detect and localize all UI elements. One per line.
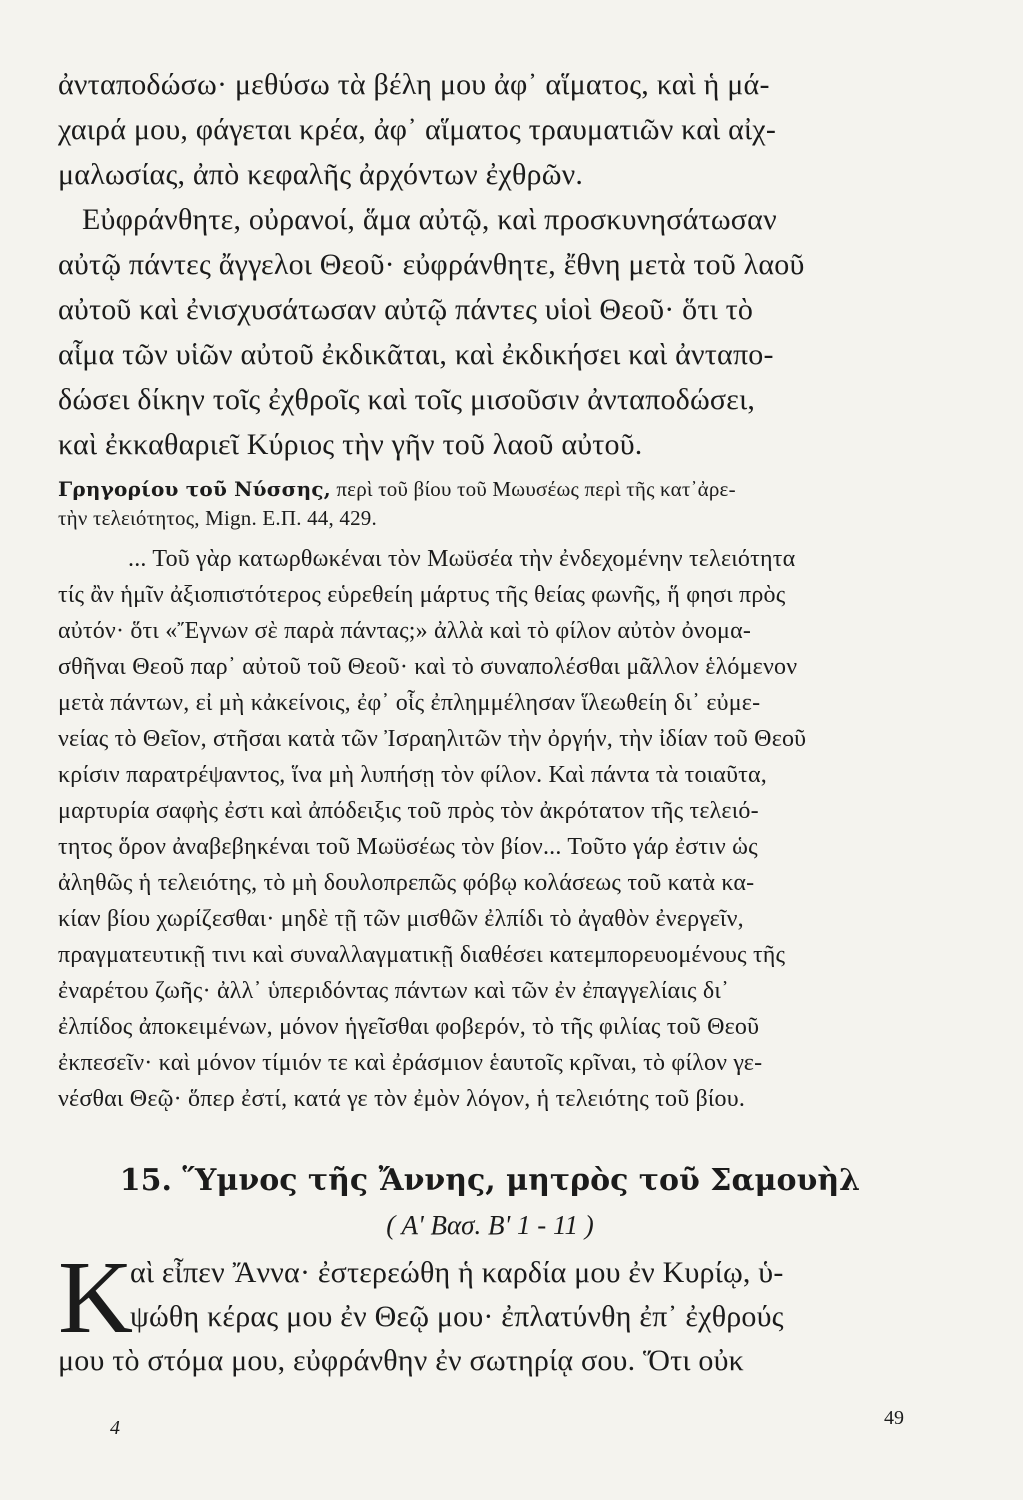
page-number: 49 [884,1407,904,1429]
verse-line: Εὐφράνθητε, οὐρανοί, ἅμα αὐτῷ, καὶ προσκυνησάτωσαν [82,203,777,236]
quote-line: νέσθαι Θεῷ· ὅπερ ἐστί, κατά γε τὸν ἐμὸν λόγον, ἡ τελειότης τοῦ βίου. [58,1086,746,1112]
quote-line: ἐλπίδος ἀποκειμένων, μόνον ἡγεῖσθαι φοβερόν, τὸ τῆς φιλίας τοῦ Θεοῦ [58,1014,760,1040]
quote-line: πραγματευτικῇ τινι καὶ συναλλαγματικῇ διαθέσει κατεμπορευομένους τῆς [58,942,786,968]
verse-line: δώσει δίκην τοῖς ἐχθροῖς καὶ τοῖς μισοῦσιν ἀνταποδώσει, [58,383,756,416]
citation-author: Γρηγορίου τοῦ Νύσσης, [58,477,331,501]
verse-line: αἷμα τῶν υἱῶν αὐτοῦ ἐκδικᾶται, καὶ ἐκδικήσει καὶ ἀνταπο- [58,338,774,371]
quote-line: ... Τοῦ γὰρ κατωρθωκέναι τὸν Μωϋσέα τὴν ἐνδεχομένην τελειότητα [128,546,796,572]
hymn-opening [58,1240,904,1383]
quote-line: κρίσιν παρατρέψαντος, ἵνα μὴ λυπήσῃ τὸν φίλον. Καὶ πάντα τὰ τοιαῦτα, [58,762,767,788]
quote-line: ἐναρέτου ζωῆς· ἀλλ᾿ ὑπεριδόντας πάντων καὶ τῶν ἐν ἐπαγγελίαις δι᾿ [58,978,730,1004]
verse-line: αὐτῷ πάντες ἄγγελοι Θεοῦ· εὐφράνθητε, ἔθνη μετὰ τοῦ λαοῦ [58,248,805,281]
verse-line: καὶ ἐκκαθαριεῖ Κύριος τὴν γῆν τοῦ λαοῦ αὐτοῦ. [58,428,643,461]
quote-line: αὐτόν· ὅτι «Ἔγνων σὲ παρὰ πάντας;» ἀλλὰ καὶ τὸ φίλον αὐτὸν ὀνομα- [58,618,752,644]
verse-line: αὐτοῦ καὶ ἐνισχυσάτωσαν αὐτῷ πάντες υἱοὶ Θεοῦ· ὅτι τὸ [58,293,754,326]
quote-line: νείας τὸ Θεῖον, στῆσαι κατὰ τῶν Ἰσραηλιτῶν τὴν ὀργήν, τὴν ἰδίαν τοῦ Θεοῦ [58,726,807,752]
quote-line: μαρτυρία σαφὴς ἐστι καὶ ἀπόδειξις τοῦ πρὸς τὸν ἀκρότατον τῆς τελειό- [58,798,759,824]
scripture-reference: ( Α' Βασ. Β' 1 - 11 ) [386,1210,594,1240]
quote-line: μετὰ πάντων, εἰ μὴ κἀκείνοις, ἐφ᾿ οἷς ἐπλημμέλησαν ἵλεωθείη δι᾿ εὐμε- [58,690,761,716]
verse-line: ἀνταποδώσω· μεθύσω τὰ βέλη μου ἀφ᾿ αἵματος, καὶ ἡ μά- [58,68,770,101]
quote-line: τίς ἂν ἡμῖν ἀξιοπιστότερος εὑρεθείη μάρτυς τῆς θείας φωνῆς, ἥ φησι πρὸς [58,582,786,608]
citation-text: περὶ τοῦ βίου τοῦ Μωυσέως περὶ τῆς κατ᾿ἀρε- [330,477,736,501]
quote-line: σθῆναι Θεοῦ παρ᾿ αὐτοῦ τοῦ Θεοῦ· καὶ τὸ συναπολέσθαι μᾶλλον ἑλόμενον [58,654,798,680]
hymn-line: μου τὸ στόμα μου, εὐφράνθην ἐν σωτηρίᾳ σου. Ὅτι οὐκ [58,1344,744,1377]
quote-line: ἐκπεσεῖν· καὶ μόνον τίμιόν τε καὶ ἐράσμιον ἑαυτοῖς κρῖναι, τὸ φίλον γε- [58,1050,763,1076]
page-footer [58,1407,904,1447]
citation-text: τὴν τελειότητος, Mign. Ε.Π. 44, 429. [58,506,377,530]
verse-block [58,62,904,467]
quote-block [58,541,904,1117]
drop-cap: Κ [58,1240,134,1355]
book-page [58,62,904,1439]
quote-line: ἀληθῶς ἡ τελειότης, τὸ μὴ δουλοπρεπῶς φόβῳ κολάσεως τοῦ κατὰ κα- [58,870,755,896]
verse-line: χαιρά μου, φάγεται κρέα, ἀφ᾿ αἵματος τραυματιῶν καὶ αἰχ- [58,113,777,146]
quote-line: κίαν βίου χωρίζεσθαι· μηδὲ τῇ τῶν μισθῶν ἐλπίδι τὸ ἀγαθὸν ἐνεργεῖν, [58,906,744,932]
section-heading: 15. Ὕμνος τῆς Ἄννης, μητρὸς τοῦ Σαμουὴλ [119,1163,861,1198]
quote-line: τητος ὅρον ἀναβεβηκέναι τοῦ Μωϋσέως τὸν βίον... Τοῦτο γάρ ἐστιν ὡς [58,834,758,860]
source-citation [58,475,904,533]
verse-line: μαλωσίας, ἀπὸ κεφαλῆς ἀρχόντων ἐχθρῶν. [58,158,584,191]
hymn-line: ψώθη κέρας μου ἐν Θεῷ μου· ἐπλατύνθη ἐπ᾿ ἐχθρούς [130,1300,784,1333]
hymn-line: αὶ εἶπεν Ἄννα· ἐστερεώθη ἡ καρδία μου ἐν Κυρίῳ, ὑ- [130,1256,784,1289]
signature-mark: 4 [110,1417,120,1439]
